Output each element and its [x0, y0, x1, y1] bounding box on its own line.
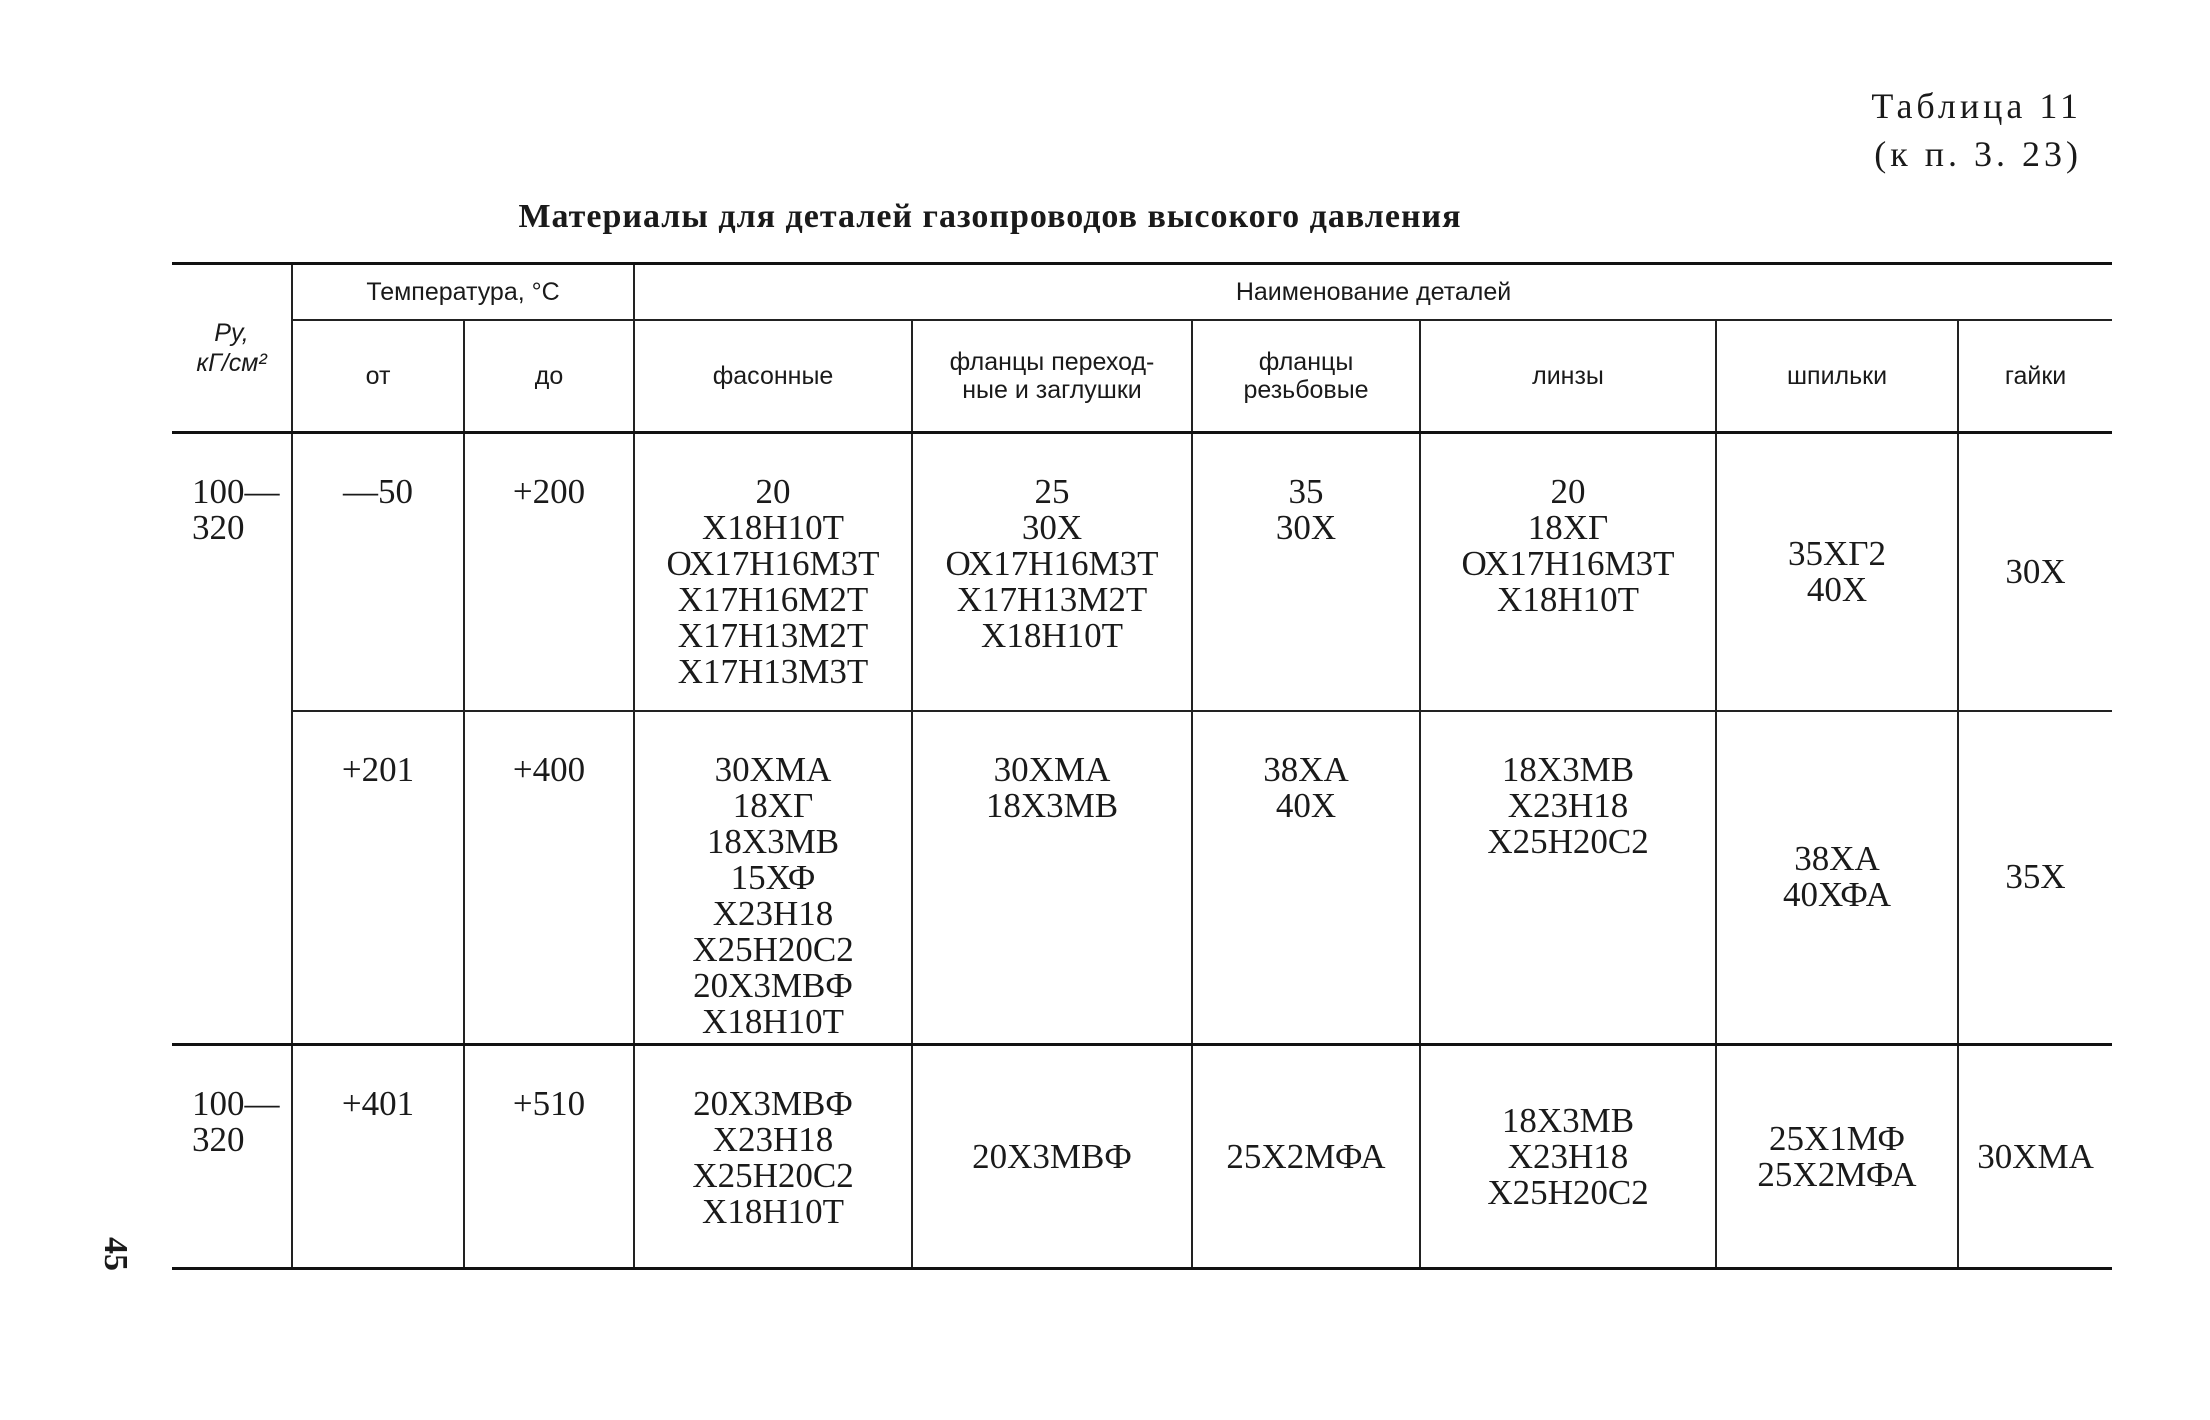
cell-to: +200 — [464, 433, 634, 711]
header-col-lenses: линзы — [1420, 320, 1716, 433]
cell-lenses: 18Х3МВ Х23Н18 Х25Н20С2 — [1420, 711, 1716, 1045]
header-temperature: Температура, °С — [292, 264, 634, 321]
header-from: от — [292, 320, 464, 433]
cell-adapter-flanges: 25 30Х ОХ17Н16М3Т Х17Н13М2Т Х18Н10Т — [912, 433, 1192, 711]
cell-nuts: 30ХМА — [1958, 1045, 2112, 1269]
cell-studs: 25Х1МФ 25Х2МФА — [1716, 1045, 1958, 1269]
cell-to: +400 — [464, 711, 634, 1045]
cell-threaded-flanges: 25Х2МФА — [1192, 1045, 1420, 1269]
header-col-adapter-flanges: фланцы переход- ные и заглушки — [912, 320, 1192, 433]
header-col-shaped: фасонные — [634, 320, 912, 433]
cell-py: 100— 320 — [172, 433, 292, 1045]
header-parts: Наименование деталей — [634, 264, 2112, 321]
cell-shaped: 30ХМА 18ХГ 18Х3МВ 15ХФ Х23Н18 Х25Н20С2 20Х3МВФ Х18Н10Т — [634, 711, 912, 1045]
cell-to: +510 — [464, 1045, 634, 1269]
header-col-nuts: гайки — [1958, 320, 2112, 433]
header-col-studs: шпильки — [1716, 320, 1958, 433]
cell-lenses: 20 18ХГ ОХ17Н16М3Т Х18Н10Т — [1420, 433, 1716, 711]
cell-adapter-flanges: 30ХМА 18Х3МВ — [912, 711, 1192, 1045]
materials-table — [172, 262, 2112, 1270]
cell-from: +201 — [292, 711, 464, 1045]
table-row — [172, 711, 2112, 1045]
page-title: Материалы для деталей газопроводов высокого давления — [518, 198, 1462, 235]
table-number: Таблица 11 — [1871, 86, 2082, 126]
table-reference — [1871, 82, 2082, 178]
table-clause-ref: (к п. 3. 23) — [1874, 134, 2082, 174]
page-number: 45 — [97, 1237, 134, 1271]
cell-threaded-flanges: 35 30Х — [1192, 433, 1420, 711]
header-col-threaded-flanges: фланцы резьбовые — [1192, 320, 1420, 433]
cell-shaped: 20 Х18Н10Т ОХ17Н16М3Т Х17Н16М2Т Х17Н13М2Т Х17Н13М3Т — [634, 433, 912, 711]
cell-nuts: 30Х — [1958, 433, 2112, 711]
cell-studs: 38ХА 40ХФА — [1716, 711, 1958, 1045]
header-to: до — [464, 320, 634, 433]
cell-from: —50 — [292, 433, 464, 711]
table-row — [172, 433, 2112, 711]
cell-lenses: 18Х3МВ Х23Н18 Х25Н20С2 — [1420, 1045, 1716, 1269]
cell-from: +401 — [292, 1045, 464, 1269]
cell-adapter-flanges: 20Х3МВФ — [912, 1045, 1192, 1269]
cell-nuts: 35Х — [1958, 711, 2112, 1045]
header-py: Pу, кГ/см² — [172, 264, 292, 433]
table-row — [172, 1045, 2112, 1269]
cell-threaded-flanges: 38ХА 40Х — [1192, 711, 1420, 1045]
cell-py: 100— 320 — [172, 1045, 292, 1269]
cell-shaped: 20Х3МВФ Х23Н18 Х25Н20С2 Х18Н10Т — [634, 1045, 912, 1269]
cell-studs: 35ХГ2 40Х — [1716, 433, 1958, 711]
